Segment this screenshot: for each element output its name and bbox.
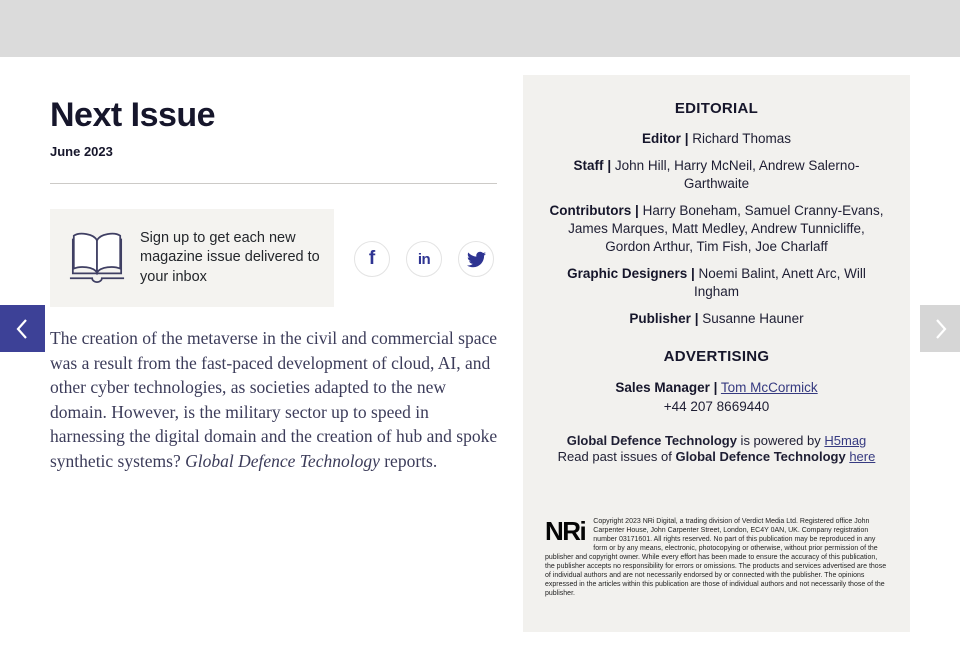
powered-text: is powered by [736,433,825,448]
linkedin-icon: in [417,250,431,268]
entry-value: John Hill, Harry McNeil, Andrew Salerno-Garthwaite [614,158,860,191]
sales-phone: +44 207 8669440 [663,399,770,414]
publisher-entry [545,310,888,328]
past-issues-link[interactable]: here [849,449,876,464]
entry-label: Publisher [629,311,691,326]
legal-block [545,517,888,598]
facebook-button[interactable] [354,241,390,277]
signup-label: Sign up to get each new magazine issue delivered to your inbox [140,229,320,285]
newsletter-signup-button[interactable] [50,209,334,307]
sales-manager-entry [545,378,888,416]
chevron-right-icon [927,314,953,344]
issue-intro-paragraph [50,326,506,473]
masthead-panel [523,75,910,632]
past-issues-text: Read past issues of [557,449,676,464]
nri-logo: NRi [545,517,586,546]
entry-separator: | [684,131,689,146]
editorial-heading: EDITORIAL [674,100,759,117]
facebook-icon: f [368,248,376,269]
intro-text: The creation of the metaverse in the civil and commercial space was a result from the fast-paced development of cloud, AI, and other cyber technologies, as societies adapted to the new domain. However, is the military sector up to speed in harnessing the digital domain and the creation of hub and spoke synthetic systems? [50,328,498,471]
entry-label: Staff [573,158,604,173]
legal-text: Copyright 2023 NRi Digital, a trading division of Verdict Media Ltd. Registered office John Carpenter House, John Carpenter Street, London, EC4Y 0AN, UK. Company registration number 03171601. All rights reserved. No part of this publication may be reproduced in any form or by any means, electronic, photocopying or otherwise, without prior permission of the publisher and copyright owner. While every effort has been made to ensure the accuracy of this publication, the publisher accepts no responsibility for errors or omissions. The products and services advertised are those of individual authors and are not necessarily endorsed by or connected with the publisher. The opinions expressed in the articles within this publication are those of individual authors and not necessarily those of the publisher. [545,518,887,597]
contributors-entry [545,202,888,256]
next-page-button[interactable] [920,305,960,352]
editor-entry [545,130,888,148]
entry-separator: | [635,203,639,218]
advertising-heading: ADVERTISING [663,348,770,365]
entry-value: Noemi Balint, Anett Arc, Will Ingham [693,266,866,299]
entry-label: Editor [641,131,681,146]
brand-name: Global Defence Technology [675,449,846,464]
open-book-icon [68,227,126,290]
entry-value: Susanne Hauner [702,311,804,326]
social-links [354,241,494,277]
graphic-designers-entry [545,265,888,301]
intro-outro: reports. [379,450,438,471]
entry-value: Richard Thomas [692,131,792,146]
entry-separator: | [694,311,699,326]
chevron-left-icon [10,314,36,344]
staff-entry [545,157,888,193]
page-title: Next Issue [50,96,216,134]
entry-label: Graphic Designers [567,266,688,281]
entry-separator: | [607,158,612,173]
brand-name: Global Defence Technology [566,433,737,448]
top-bar [0,0,960,57]
entry-separator: | [690,266,695,281]
sales-manager-link[interactable]: Tom McCormick [720,380,818,395]
issue-date: June 2023 [50,144,113,159]
linkedin-button[interactable] [406,241,442,277]
entry-value: Harry Boneham, Samuel Cranny-Evans, James Marques, Matt Medley, Andrew Tunnicliffe, Gordon Arthur, Tim Fish, Joe Charlaff [568,203,884,254]
entry-label: Contributors [549,203,632,218]
magazine-name: Global Defence Technology [185,450,380,471]
entry-separator: | [713,380,718,395]
twitter-button[interactable] [458,241,494,277]
previous-page-button[interactable] [0,305,45,352]
h5mag-link[interactable]: H5mag [824,433,867,448]
entry-label: Sales Manager [615,380,710,395]
powered-by-block [545,433,888,465]
twitter-icon [467,250,486,269]
divider [50,183,497,184]
